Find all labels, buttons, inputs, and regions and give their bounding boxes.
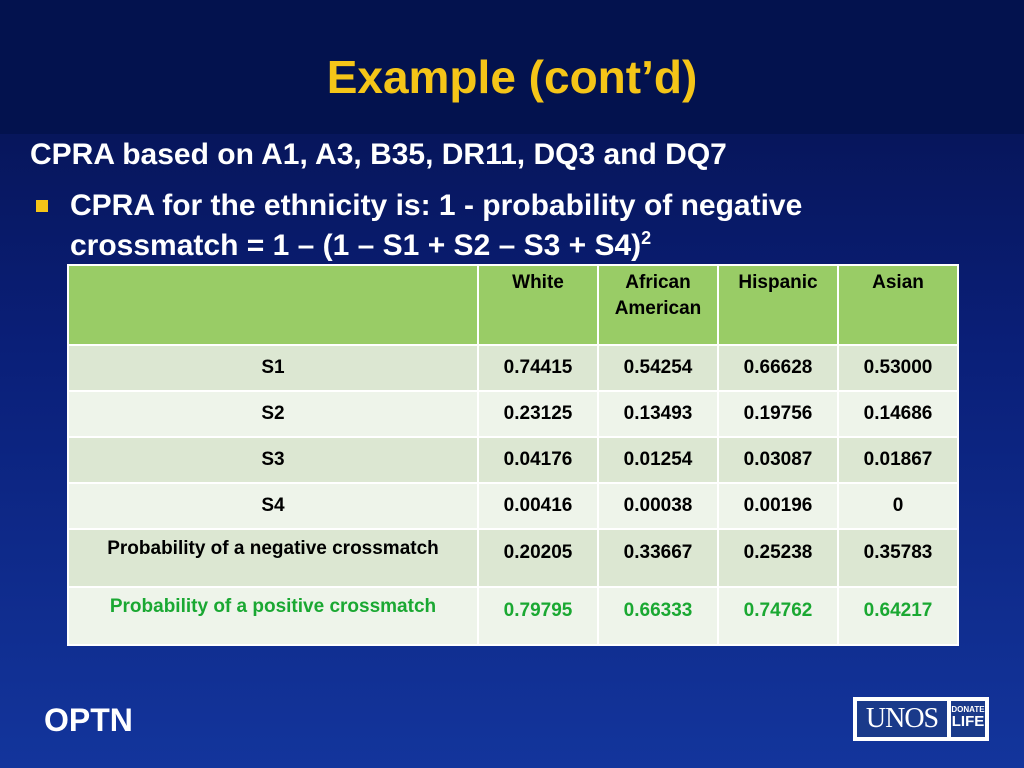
table-cell: 0.13493 [598,391,718,437]
life-text: LIFE [951,713,985,730]
row-label: Probability of a positive crossmatch [68,587,478,645]
cpra-table [67,264,959,646]
table-cell: 0.79795 [478,587,598,645]
table-cell: 0.19756 [718,391,838,437]
table-cell: 0.14686 [838,391,958,437]
table-cell: 0.66333 [598,587,718,645]
table-cell: 0.04176 [478,437,598,483]
table-cell: 0.53000 [838,345,958,391]
row-label: S3 [68,437,478,483]
donate-life-badge [951,701,985,737]
table-cell: 0.01867 [838,437,958,483]
table-cell: 0.00196 [718,483,838,529]
table-row-s3 [68,437,958,483]
table-cell: 0.35783 [838,529,958,587]
bullet-square-icon [36,200,48,212]
table-cell: 0.74762 [718,587,838,645]
table-cell: 0.23125 [478,391,598,437]
row-label: S1 [68,345,478,391]
row-label: S4 [68,483,478,529]
column-header-african-american: African American [598,265,718,345]
bullet-superscript: 2 [641,228,652,248]
table-cell: 0.00416 [478,483,598,529]
table-row-s2 [68,391,958,437]
donate-text: DONATE [951,705,985,714]
table-cell: 0.00038 [598,483,718,529]
column-header-white: White [478,265,598,345]
table-cell: 0.64217 [838,587,958,645]
table-cell: 0.66628 [718,345,838,391]
bullet-text [70,186,970,266]
footer-optn: OPTN [44,702,133,738]
bullet-formula: CPRA for the ethnicity is: 1 - probability of negative crossmatch = 1 – (1 – S1 + S2 – S3 + S4) [70,189,803,262]
column-header-asian: Asian [838,265,958,345]
table-cell: 0.33667 [598,529,718,587]
slide-heading: CPRA based on A1, A3, B35, DR11, DQ3 and DQ7 [30,138,727,171]
unos-donate-life-logo [853,697,989,741]
table-cell: 0.74415 [478,345,598,391]
table-row-s4 [68,483,958,529]
table-row-s1 [68,345,958,391]
row-label: Probability of a negative crossmatch [68,529,478,587]
table-header-row [68,265,958,345]
unos-logo-text: UNOS [857,701,947,737]
table-row-negative-crossmatch [68,529,958,587]
table-cell: 0.54254 [598,345,718,391]
row-label: S2 [68,391,478,437]
table-cell: 0 [838,483,958,529]
table-row-positive-crossmatch [68,587,958,645]
slide-title: Example (cont’d) [326,51,698,103]
table-cell: 0.20205 [478,529,598,587]
table-cell: 0.01254 [598,437,718,483]
column-header-blank [68,265,478,345]
table-cell: 0.03087 [718,437,838,483]
table-cell: 0.25238 [718,529,838,587]
column-header-hispanic: Hispanic [718,265,838,345]
